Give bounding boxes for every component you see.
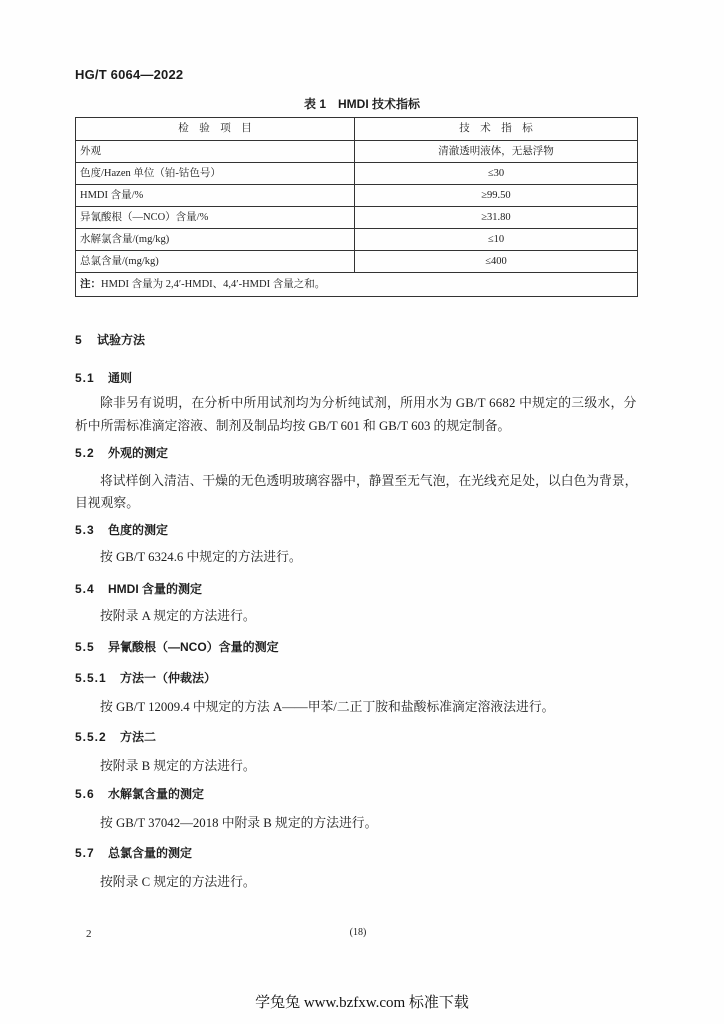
paragraph-line: 目视观察。 — [75, 496, 139, 510]
table-caption: 表 1 HMDI 技术指标 — [303, 97, 420, 111]
section-number: 5 — [75, 333, 83, 347]
subsection-title: 外观的测定 — [108, 446, 169, 460]
subsection-title: 方法二 — [120, 730, 157, 744]
subsection-heading — [75, 729, 156, 745]
paragraph-line: 按 GB/T 37042—2018 中附录 B 规定的方法进行。 — [100, 816, 378, 830]
table-row — [76, 185, 638, 207]
paragraph-line: 按 GB/T 12009.4 中规定的方法 A——甲苯/二正丁胺和盐酸标准滴定溶液法进行。 — [100, 700, 555, 714]
paragraph-line: 按附录 B 规定的方法进行。 — [100, 759, 256, 773]
table-row — [76, 207, 638, 229]
row-item: 外观 — [76, 141, 355, 163]
subsection-number: 5.5.1 — [75, 671, 107, 685]
col-header-item: 检 验 项 目 — [76, 118, 355, 141]
paragraph-line: 按附录 C 规定的方法进行。 — [100, 875, 256, 889]
row-value: 清澈透明液体，无悬浮物 — [355, 141, 638, 163]
table-row — [76, 141, 638, 163]
col-header-spec: 技 术 指 标 — [355, 118, 638, 141]
paragraph-line: 按 GB/T 6324.6 中规定的方法进行。 — [100, 550, 302, 564]
row-item: 异氰酸根（—NCO）含量/% — [76, 207, 355, 229]
row-value: ≤30 — [355, 163, 638, 185]
spec-table — [75, 117, 638, 297]
subsection-number: 5.4 — [75, 582, 95, 596]
subsection-title: 总氯含量的测定 — [108, 846, 193, 860]
subsection-heading — [75, 786, 204, 802]
table-row — [76, 163, 638, 185]
subsection-title: 异氰酸根（—NCO）含量的测定 — [108, 640, 279, 654]
subsection-heading — [75, 370, 132, 386]
subsection-number: 5.7 — [75, 846, 95, 860]
subsection-number: 5.6 — [75, 787, 95, 801]
page-number: 2 — [86, 928, 92, 940]
table-note — [76, 273, 638, 297]
subsection-title: 通则 — [108, 371, 133, 385]
subsection-heading — [75, 581, 202, 597]
standard-code: HG/T 6064—2022 — [75, 67, 184, 82]
subsection-heading — [75, 845, 192, 861]
subsection-heading — [75, 639, 279, 655]
subsection-title: HMDI 含量的测定 — [108, 582, 202, 596]
subsection-number: 5.2 — [75, 446, 95, 460]
table-row — [76, 251, 638, 273]
paragraph-line: 按附录 A 规定的方法进行。 — [100, 609, 256, 623]
table-row — [76, 229, 638, 251]
subsection-heading — [75, 522, 168, 538]
watermark-text: 学兔兔 www.bzfxw.com 标准下载 — [255, 995, 469, 1011]
row-value: ≥99.50 — [355, 185, 638, 207]
subsection-number: 5.1 — [75, 371, 95, 385]
subsection-number: 5.3 — [75, 523, 95, 537]
subsection-heading — [75, 445, 168, 461]
subsection-number: 5.5 — [75, 640, 95, 654]
subsection-number: 5.5.2 — [75, 730, 107, 744]
row-value: ≥31.80 — [355, 207, 638, 229]
table-note-row — [76, 273, 638, 297]
row-item: 水解氯含量/(mg/kg) — [76, 229, 355, 251]
row-item: 色度/Hazen 单位（铂-钴色号） — [76, 163, 355, 185]
paragraph-line: 除非另有说明，在分析中所用试剂均为分析纯试剂，所用水为 GB/T 6682 中规定的三级水，分 — [100, 396, 637, 410]
note-label: 注： — [80, 278, 101, 290]
subsection-title: 方法一（仲裁法） — [120, 671, 217, 685]
subsection-heading — [75, 670, 216, 686]
row-value: ≤10 — [355, 229, 638, 251]
row-item: 总氯含量/(mg/kg) — [76, 251, 355, 273]
section-heading — [75, 332, 145, 348]
section-title: 试验方法 — [97, 333, 146, 347]
page-sequence: (18) — [349, 927, 367, 938]
note-text: HMDI 含量为 2,4′-HMDI、4,4′-HMDI 含量之和。 — [101, 278, 326, 290]
table-header-row — [76, 118, 638, 141]
row-item: HMDI 含量/% — [76, 185, 355, 207]
subsection-title: 色度的测定 — [108, 523, 169, 537]
subsection-title: 水解氯含量的测定 — [108, 787, 205, 801]
paragraph-line: 将试样倒入清洁、干燥的无色透明玻璃容器中，静置至无气泡，在光线充足处，以白色为背景， — [100, 474, 638, 488]
row-value: ≤400 — [355, 251, 638, 273]
paragraph-line: 析中所需标准滴定溶液、制剂及制品均按 GB/T 601 和 GB/T 603 的规定制备。 — [75, 419, 511, 433]
